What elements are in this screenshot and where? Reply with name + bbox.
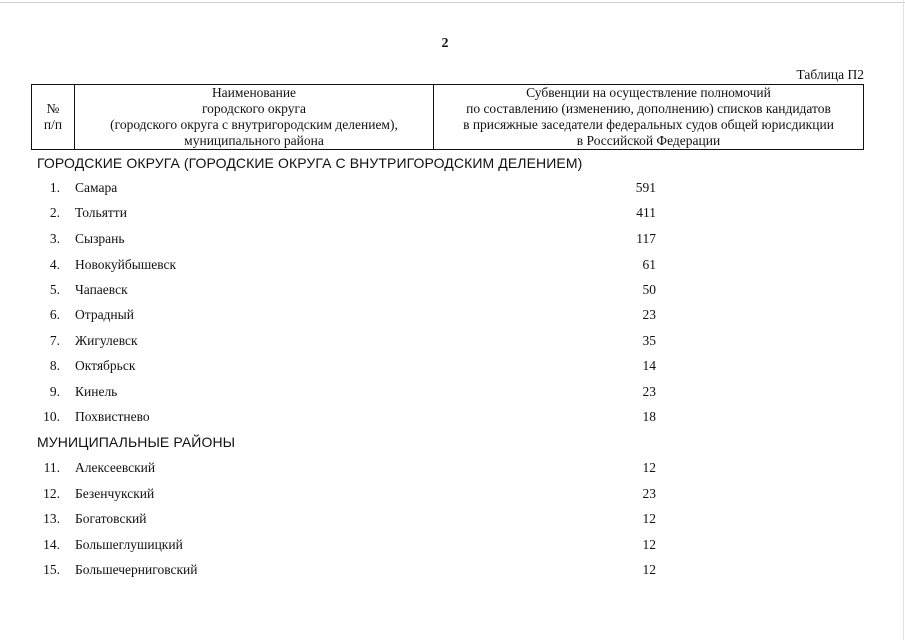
row-value: 411 <box>636 205 656 220</box>
row-value: 591 <box>635 180 656 195</box>
table-row <box>0 231 905 249</box>
row-value: 12 <box>642 511 656 526</box>
header-num-cell <box>32 85 75 150</box>
row-number: 12. <box>43 486 60 501</box>
row-name: Тольятти <box>75 205 127 220</box>
row-name: Жигулевск <box>75 333 138 348</box>
table-row <box>0 358 905 376</box>
table-row <box>0 333 905 351</box>
row-name: Самара <box>75 180 118 195</box>
page-number: 2 <box>441 36 449 51</box>
row-value: 23 <box>642 384 656 399</box>
row-name: Новокуйбышевск <box>75 257 177 272</box>
row-value: 50 <box>642 282 656 297</box>
header-name-line: (городского округа с внутригородским делением), <box>110 117 398 132</box>
row-value: 23 <box>642 307 656 322</box>
table-row <box>0 562 905 580</box>
row-name: Чапаевск <box>75 282 128 297</box>
header-subvention-line: в присяжные заседатели федеральных судов общей юрисдикции <box>463 117 834 132</box>
table-row <box>0 409 905 427</box>
section-title-city-districts: ГОРОДСКИЕ ОКРУГА (ГОРОДСКИЕ ОКРУГА С ВНУТРИГОРОДСКИМ ДЕЛЕНИЕМ) <box>37 155 583 171</box>
row-number: 3. <box>49 231 60 246</box>
table-row <box>0 486 905 504</box>
row-number: 7. <box>49 333 60 348</box>
row-name: Октябрьск <box>75 358 136 373</box>
row-name: Богатовский <box>75 511 147 526</box>
table-row <box>0 180 905 198</box>
row-name: Большеглушицкий <box>75 537 183 552</box>
table-header-row <box>32 85 864 150</box>
row-number: 5. <box>49 282 60 297</box>
row-number: 11. <box>43 460 60 475</box>
row-name: Отрадный <box>75 307 134 322</box>
header-name-line: городского округа <box>201 101 307 116</box>
row-name: Кинель <box>75 384 118 399</box>
row-name: Безенчукский <box>75 486 155 501</box>
row-number: 9. <box>49 384 60 399</box>
table-row <box>0 205 905 223</box>
row-number: 10. <box>43 409 60 424</box>
row-number: 8. <box>49 358 60 373</box>
row-number: 4. <box>49 257 60 272</box>
table-caption: Таблица П2 <box>796 67 864 82</box>
header-num-line: п/п <box>43 117 63 132</box>
row-value: 23 <box>642 486 656 501</box>
scan-edge-top <box>0 2 905 3</box>
row-number: 15. <box>43 562 60 577</box>
table-row <box>0 460 905 478</box>
table-header <box>31 84 864 150</box>
row-value: 14 <box>642 358 656 373</box>
table-row <box>0 282 905 300</box>
row-value: 12 <box>642 460 656 475</box>
row-name: Похвистнево <box>75 409 150 424</box>
row-name: Сызрань <box>75 231 125 246</box>
row-value: 18 <box>642 409 656 424</box>
table-row <box>0 511 905 529</box>
row-number: 6. <box>49 307 60 322</box>
table-row <box>0 384 905 402</box>
table-row <box>0 257 905 275</box>
row-value: 12 <box>642 537 656 552</box>
row-value: 117 <box>636 231 656 246</box>
header-subvention-line: Субвенции на осуществление полномочий <box>526 85 771 100</box>
header-name-cell <box>75 85 434 150</box>
section-title-municipal-districts: МУНИЦИПАЛЬНЫЕ РАЙОНЫ <box>37 434 236 450</box>
header-name-line: Наименование <box>211 85 297 100</box>
row-name: Алексеевский <box>75 460 156 475</box>
row-number: 2. <box>49 205 60 220</box>
row-name: Большечерниговский <box>75 562 198 577</box>
header-subvention-line: в Российской Федерации <box>576 133 721 148</box>
row-number: 13. <box>43 511 60 526</box>
row-number: 14. <box>43 537 60 552</box>
row-value: 12 <box>642 562 656 577</box>
header-subvention-cell <box>434 85 864 150</box>
header-name-line: муниципального района <box>184 133 324 148</box>
header-subvention-line: по составлению (изменению, дополнению) списков кандидатов <box>466 101 831 116</box>
row-value: 61 <box>642 257 656 272</box>
table-row <box>0 307 905 325</box>
header-num-line: № <box>46 101 60 116</box>
table-row <box>0 537 905 555</box>
row-value: 35 <box>642 333 656 348</box>
row-number: 1. <box>49 180 60 195</box>
